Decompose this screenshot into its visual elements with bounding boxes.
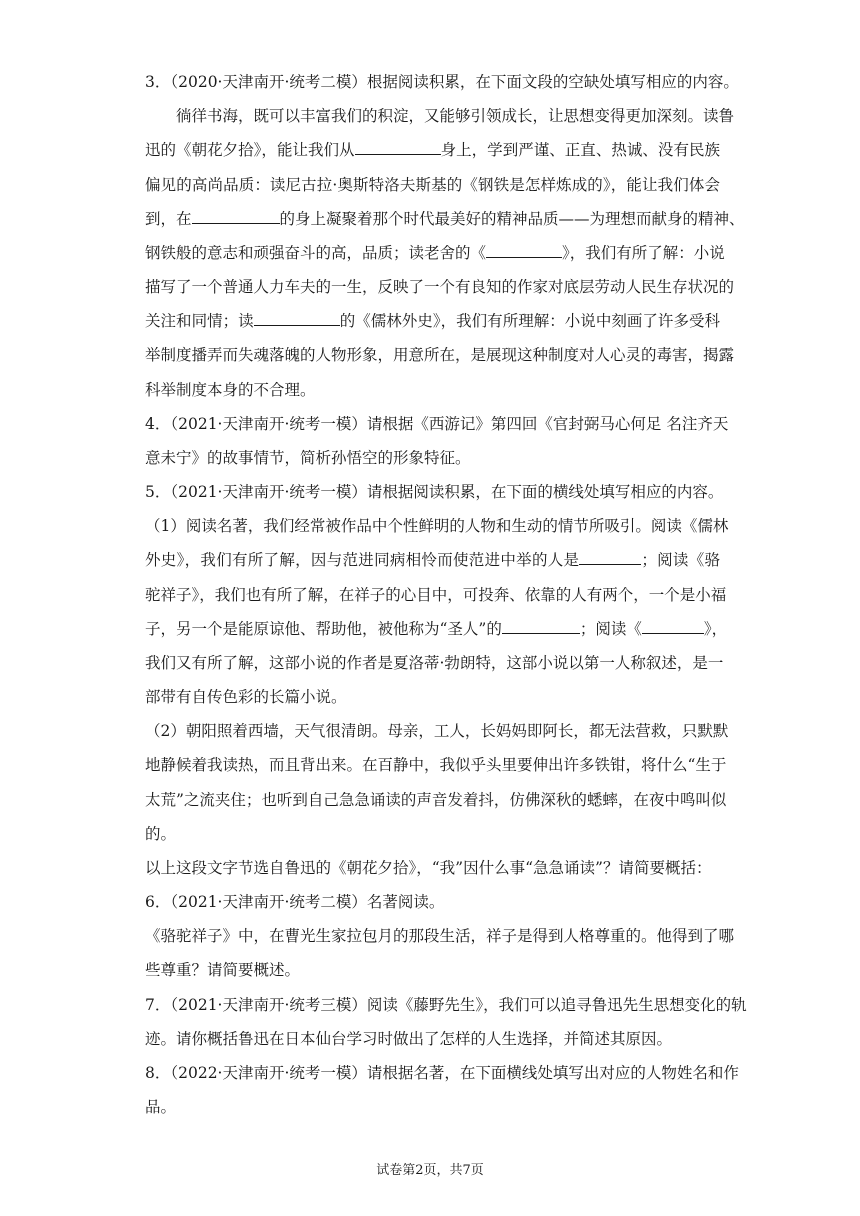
q3-line-7-a: 关注和同情；读 bbox=[145, 312, 254, 330]
q3-line-4-a: 到，在 bbox=[145, 210, 192, 228]
answer-blank[interactable] bbox=[192, 209, 280, 224]
q3-line-7-b: 的《儒林外史》，我们有所理解：小说中刻画了许多受科 bbox=[339, 312, 720, 330]
answer-blank[interactable] bbox=[355, 140, 441, 155]
q5-s1-line-3: 驼祥子》，我们也有所了解，在祥子的心目中，可投奔、依靠的人有两个，一个是小福 bbox=[145, 586, 727, 604]
answer-blank[interactable] bbox=[486, 243, 562, 258]
q5-s2-question: 以上这段文字节选自鲁迅的《朝花夕拾》，“我”因什么事“急急诵读”？请简要概括： bbox=[145, 859, 712, 877]
q3-line-7 bbox=[145, 311, 720, 331]
answer-blank[interactable] bbox=[579, 550, 641, 565]
q3-line-5-a: 钢铁般的意志和顽强奋斗的高，品质；读老舍的《 bbox=[145, 244, 487, 262]
q8-line-2: 品。 bbox=[145, 1098, 177, 1116]
page-footer: 试卷第2页，共7页 bbox=[376, 1163, 484, 1178]
q5-s1-line-6: 部带有自传色彩的长篇小说。 bbox=[145, 688, 347, 706]
q3-line-6: 描写了一个普通人力车夫的一生，反映了一个有良知的作家对底层劳动人民生存状况的 bbox=[145, 278, 735, 296]
q5-s1-line-1: （1）阅读名著，我们经常被作品中个性鲜明的人物和生动的情节所吸引。阅读《儒林 bbox=[145, 517, 729, 535]
q3-line-5 bbox=[145, 243, 725, 263]
q3-line-4-b: 的身上凝聚着那个时代最美好的精神品质——为理想而献身的精神、 bbox=[279, 210, 745, 228]
q3-line-8: 举制度播弄而失魂落魄的人物形象，用意所在，是展现这种制度对人心灵的毒害，揭露 bbox=[145, 346, 735, 364]
q3-header: 3．（2020·天津南开·统考二模）根据阅读积累，在下面文段的空缺处填写相应的内容。 bbox=[145, 73, 739, 91]
q5-s1-line-4-b: ；阅读《 bbox=[579, 620, 642, 638]
q5-s2-line-3: 太荒”之流夹住；也听到自己急急诵读的声音发着抖，仿佛深秋的蟋蟀，在夜中鸣叫似 bbox=[145, 791, 727, 809]
q7-line-1: 7．（2021·天津南开·统考三模）阅读《藤野先生》，我们可以追寻鲁迅先生思想变化的轨 bbox=[145, 996, 747, 1014]
q4-line-2: 意未宁》的故事情节，简析孙悟空的形象特征。 bbox=[145, 449, 471, 467]
q5-s1-line-2 bbox=[145, 550, 720, 570]
q5-s1-line-2-a: 外史》，我们有所了解，因与范进同病相怜而使范进中举的人是 bbox=[145, 551, 580, 569]
q6-header: 6．（2021·天津南开·统考二模）名著阅读。 bbox=[145, 893, 445, 911]
q3-line-2-b: 身上，学到严谨、正直、热诚、没有民族 bbox=[440, 141, 720, 159]
q8-line-1: 8．（2022·天津南开·统考一模）请根据名著，在下面横线处填写出对应的人物姓名和作 bbox=[145, 1064, 739, 1082]
q5-header: 5．（2021·天津南开·统考一模）请根据阅读积累，在下面的横线处填写相应的内容。 bbox=[145, 483, 724, 501]
q5-s1-line-2-b: ；阅读《骆 bbox=[641, 551, 720, 569]
q3-line-9: 科举制度本身的不合理。 bbox=[145, 381, 316, 399]
q5-s1-line-5: 我们又有所了解，这部小说的作者是夏洛蒂·勃朗特，这部小说以第一人称叙述，是一 bbox=[145, 654, 724, 672]
q5-s2-line-4: 的。 bbox=[145, 825, 177, 843]
q3-line-3: 偏见的高尚品质：读尼古拉·奥斯特洛夫斯基的《钢铁是怎样炼成的》，能让我们体会 bbox=[145, 176, 720, 194]
q6-line-2: 些尊重？请简要概述。 bbox=[145, 961, 301, 979]
answer-blank[interactable] bbox=[642, 619, 704, 634]
q5-s1-line-4 bbox=[145, 619, 728, 639]
q3-line-4 bbox=[145, 209, 745, 229]
q5-s2-line-2: 地静候着我读热，而且背出来。在百静中，我似乎头里要伸出许多铁钳，将什么“生于 bbox=[145, 756, 727, 774]
answer-blank[interactable] bbox=[254, 311, 340, 326]
q7-line-2: 迹。请你概括鲁迅在日本仙台学习时做出了怎样的人生选择，并简述其原因。 bbox=[145, 1030, 673, 1048]
q4-line-1: 4．（2021·天津南开·统考一模）请根据《西游记》第四回《官封弼马心何足 名注齐天 bbox=[145, 415, 729, 433]
q3-line-1: 徜徉书海，既可以丰富我们的积淀，又能够引领成长，让思想变得更加深刻。读鲁 bbox=[176, 107, 735, 125]
q6-line-1: 《骆驼祥子》中，在曹光生家拉包月的那段生活，祥子是得到人格尊重的。他得到了哪 bbox=[145, 927, 735, 945]
q5-s1-line-4-c: 》， bbox=[703, 620, 728, 638]
answer-blank[interactable] bbox=[502, 619, 580, 634]
q5-s1-line-4-a: 子，另一个是能原谅他、帮助他，被他称为“圣人”的 bbox=[145, 620, 502, 638]
q5-s2-line-1: （2）朝阳照着西墙，天气很清朗。母亲，工人，长妈妈即阿长，都无法营救，只默默 bbox=[145, 722, 729, 740]
q3-line-2 bbox=[145, 140, 720, 160]
q3-line-2-a: 迅的《朝花夕拾》，能让我们从 bbox=[145, 141, 355, 159]
q3-line-5-b: 》，我们有所了解：小说 bbox=[562, 244, 725, 262]
